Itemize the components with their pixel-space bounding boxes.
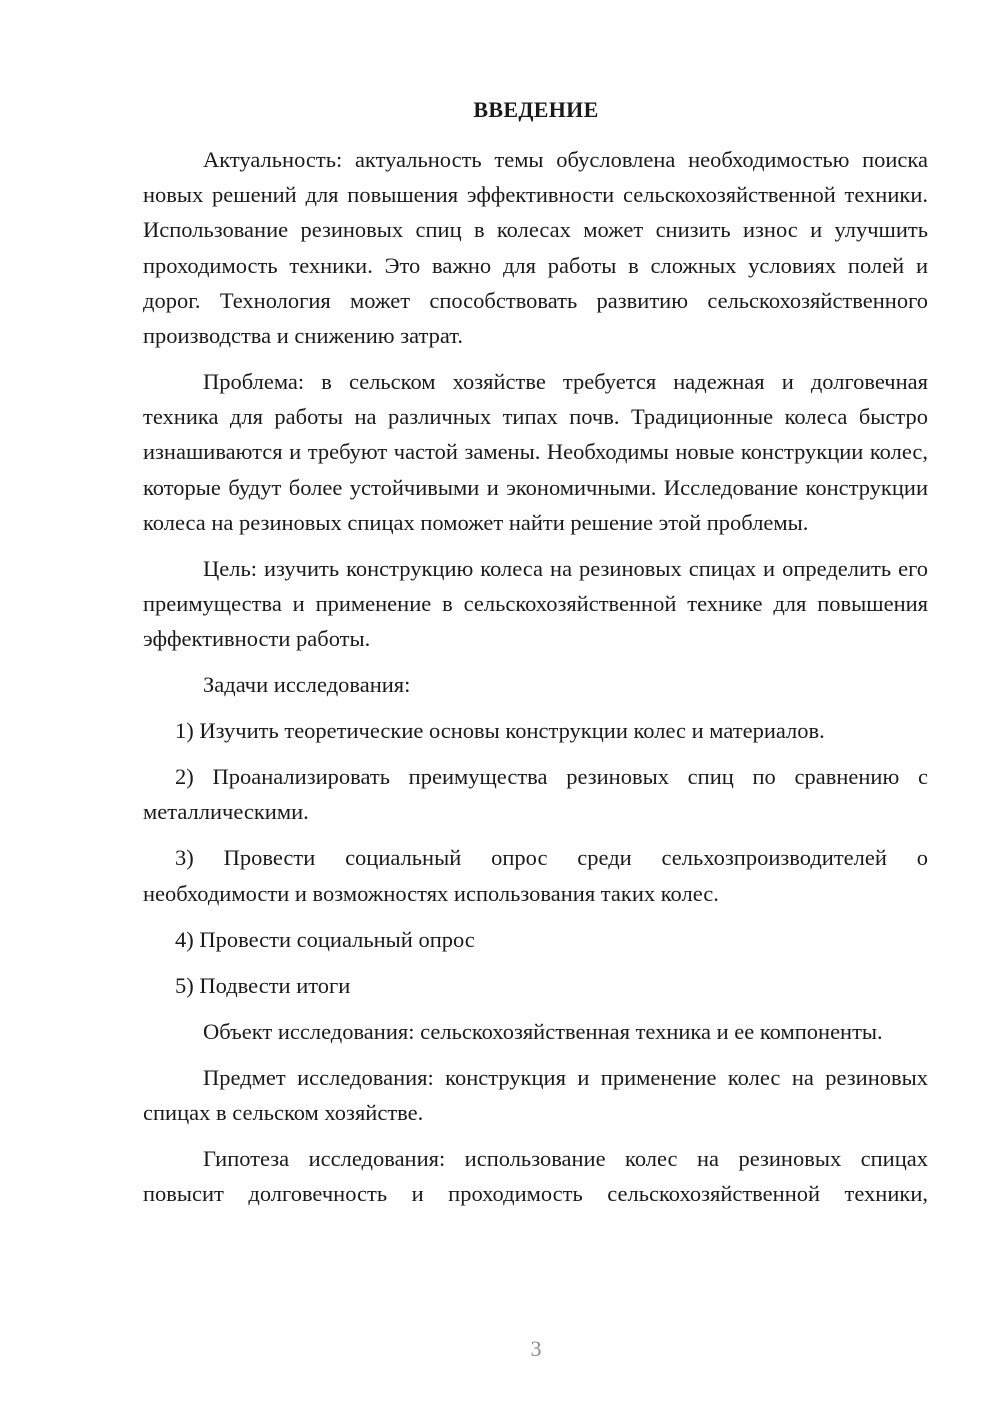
object-paragraph: Объект исследования: сельскохозяйственная техника и ее компоненты. bbox=[203, 1018, 883, 1044]
problem-paragraph: Проблема: в сельском хозяйстве требуется надежная и долговечная техника для работы на различных типах почв. Традиционные колеса быстро изнашиваются и требуют частой замены. Необходимы новые конструкции колес, которые будут более устойчивыми и экономичными. Исследование конструкции колеса на резиновых спицах поможет найти решение этой проблемы. bbox=[143, 369, 928, 535]
subject-paragraph: Предмет исследования: конструкция и применение колес на резиновых спицах в сельском хозяйстве. bbox=[143, 1064, 928, 1125]
page-number: 3 bbox=[530, 1336, 542, 1361]
task-item: 5) Подвести итоги bbox=[175, 972, 351, 998]
goal-paragraph: Цель: изучить конструкцию колеса на резиновых спицах и определить его преимущества и применение в сельскохозяйственной технике для повышения эффективности работы. bbox=[143, 555, 928, 652]
page-title: ВВЕДЕНИЕ bbox=[473, 97, 599, 122]
hypothesis-paragraph: Гипотеза исследования: использование колес на резиновых спицах повысит долговечность и проходимость сельскохозяйственной техники, bbox=[143, 1145, 928, 1207]
task-item: 2) Проанализировать преимущества резиновых спиц по сравнению с металлическими. bbox=[143, 764, 928, 825]
document-body bbox=[143, 142, 928, 1211]
task-item: 3) Провести социальный опрос среди сельхозпроизводителей о необходимости и возможностях использования таких колес. bbox=[143, 845, 928, 906]
relevance-paragraph: Актуальность: актуальность темы обусловлена необходимостью поиска новых решений для повышения эффективности сельскохозяйственной техники. Использование резиновых спиц в колесах может снизить износ и улучшить проходимость техники. Это важно для работы в сложных условиях полей и дорог. Технология может способствовать развитию сельскохозяйственного производства и снижению затрат. bbox=[143, 147, 928, 349]
task-item: 1) Изучить теоретические основы конструкции колес и материалов. bbox=[175, 718, 825, 744]
tasks-heading: Задачи исследования: bbox=[203, 672, 411, 698]
task-item: 4) Провести социальный опрос bbox=[175, 926, 475, 952]
